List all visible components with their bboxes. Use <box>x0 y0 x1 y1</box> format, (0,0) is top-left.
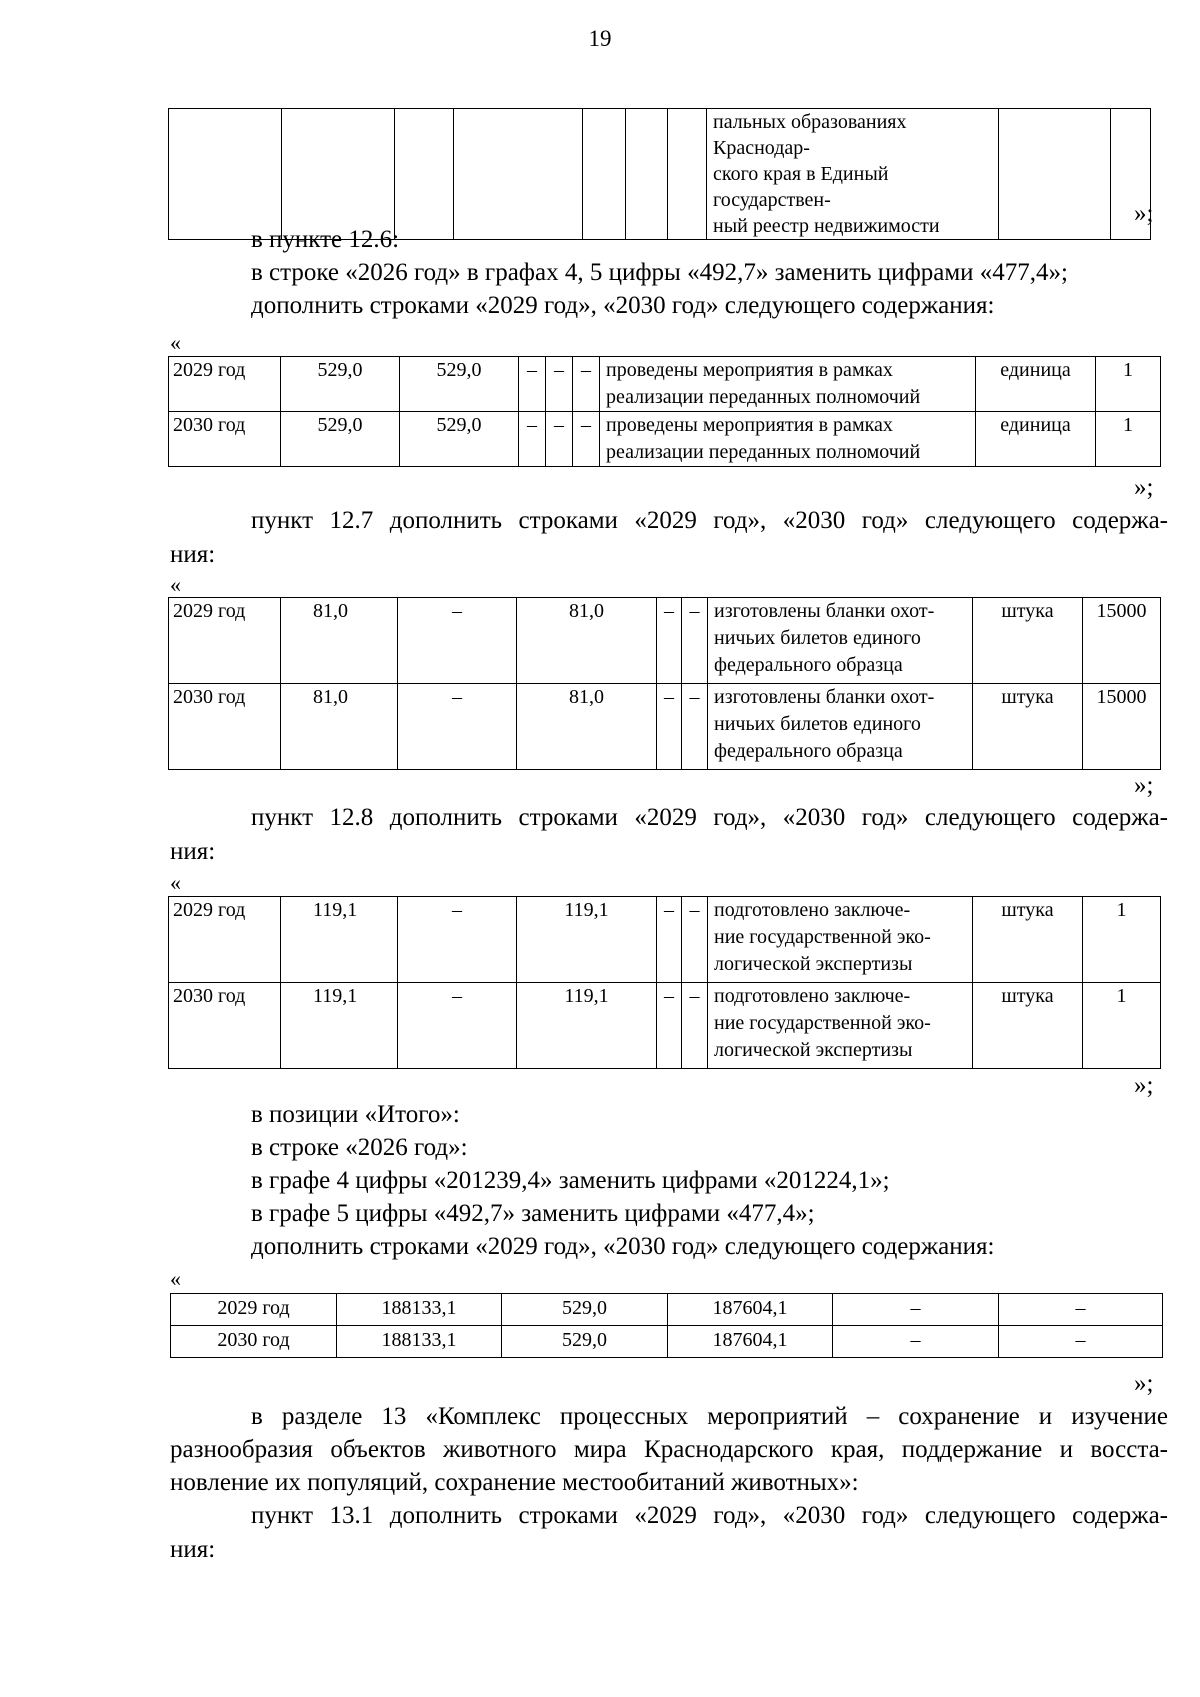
closing-quote: »; <box>1134 200 1154 227</box>
closing-quote: »; <box>1134 772 1154 799</box>
result-description: подготовлено заключе- ние государственной эко- логической экспертизы <box>708 897 973 983</box>
table-row: 2029 год 81,0 – 81,0 – – изготовлены бланки охот- ничьих билетов единого федерального образца штука 15000 <box>169 598 1161 684</box>
opening-quote: « <box>170 1266 181 1291</box>
opening-quote: « <box>170 870 181 895</box>
paragraph-12-8-line: пункт 12.8 дополнить строками «2029 год», «2030 год» следующего содержа- <box>251 804 1168 831</box>
carry-over-table <box>168 108 1154 240</box>
table-row: 2029 год 119,1 – 119,1 – – подготовлено заключе- ние государственной эко- логической экспертизы штука 1 <box>169 897 1161 983</box>
closing-quote: »; <box>1134 474 1154 501</box>
paragraph-itogo-line: в строке «2026 год»: <box>251 1134 468 1161</box>
paragraph-itogo-line: дополнить строками «2029 год», «2030 год» следующего содержания: <box>251 1233 995 1260</box>
paragraph-13-line: новление их популяций, сохранение местообитаний животных»: <box>170 1469 859 1496</box>
result-description: пальных образованиях Краснодар- ского края в Единый государствен- ный реестр недвижимости <box>707 109 999 240</box>
table-12-8 <box>168 896 1161 1069</box>
result-description: изготовлены бланки охот- ничьих билетов единого федерального образца <box>708 598 973 684</box>
paragraph-13-1-line: ния: <box>170 1536 216 1563</box>
paragraph-12-6-heading: в пункте 12.6: <box>251 226 400 253</box>
paragraph-itogo-line: в графе 4 цифры «201239,4» заменить цифрами «201224,1»; <box>251 1167 890 1194</box>
table-row: 2030 год 119,1 – 119,1 – – подготовлено заключе- ние государственной эко- логической экспертизы штука 1 <box>169 983 1161 1069</box>
table-row: 2030 год 81,0 – 81,0 – – изготовлены бланки охот- ничьих билетов единого федерального образца штука 15000 <box>169 684 1161 770</box>
paragraph-12-6-line: дополнить строками «2029 год», «2030 год» следующего содержания: <box>251 292 995 319</box>
paragraph-13-line: разнообразия объектов животного мира Краснодарского края, поддержание и восста- <box>170 1436 1168 1463</box>
opening-quote: « <box>170 330 181 355</box>
table-row: 2030 год 188133,1 529,0 187604,1 – – <box>171 1326 1163 1358</box>
closing-quote: »; <box>1134 1370 1154 1397</box>
paragraph-12-7-line: ния: <box>170 541 216 568</box>
table-itogo <box>170 1293 1163 1358</box>
result-description: проведены мероприятия в рамках реализации переданных полномочий <box>600 357 976 412</box>
opening-quote: « <box>170 572 181 597</box>
paragraph-13-line: в разделе 13 «Комплекс процессных мероприятий – сохранение и изучение <box>251 1403 1168 1430</box>
table-row: 2029 год 188133,1 529,0 187604,1 – – <box>171 1294 1163 1326</box>
paragraph-12-6-line: в строке «2026 год» в графах 4, 5 цифры «492,7» заменить цифрами «477,4»; <box>251 259 1069 286</box>
table-row <box>169 109 1151 240</box>
closing-quote: »; <box>1134 1072 1154 1099</box>
paragraph-itogo-line: в позиции «Итого»: <box>251 1101 460 1128</box>
table-row: 2029 год 529,0 529,0 – – – проведены мероприятия в рамках реализации переданных полномочий единица 1 <box>169 357 1161 412</box>
page-number: 19 <box>588 26 612 51</box>
table-12-7 <box>168 597 1161 770</box>
paragraph-12-8-line: ния: <box>170 838 216 865</box>
paragraph-13-1-line: пункт 13.1 дополнить строками «2029 год», «2030 год» следующего содержа- <box>251 1502 1168 1529</box>
table-row: 2030 год 529,0 529,0 – – – проведены мероприятия в рамках реализации переданных полномочий единица 1 <box>169 412 1161 467</box>
paragraph-12-7-line: пункт 12.7 дополнить строками «2029 год», «2030 год» следующего содержа- <box>251 507 1168 534</box>
result-description: изготовлены бланки охот- ничьих билетов единого федерального образца <box>708 684 973 770</box>
result-description: подготовлено заключе- ние государственной эко- логической экспертизы <box>708 983 973 1069</box>
paragraph-itogo-line: в графе 5 цифры «492,7» заменить цифрами «477,4»; <box>251 1200 815 1227</box>
result-description: проведены мероприятия в рамках реализации переданных полномочий <box>600 412 976 467</box>
table-12-6 <box>168 356 1161 467</box>
